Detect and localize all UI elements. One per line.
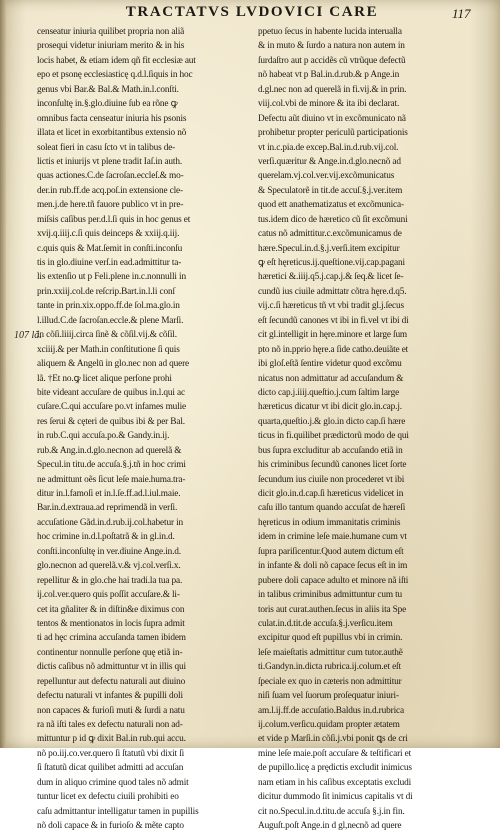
text-line: tus.idem dico de hæretico cũ ſit excõmuni (258, 214, 408, 225)
text-line: inconſultę in.§.glo.diuine ſub ea rõne ꝙ (37, 99, 178, 110)
text-line: tis in glo.diuine verſ.in ead.admittitur ta- (37, 258, 182, 268)
text-line: miſsis caſibus per.d.l.ſi quis in hoc genus et (37, 214, 191, 225)
text-line: ra nã iſti tales ex defectu naturali non ad- (37, 720, 183, 730)
text-line: dicit glo.in.d.cap.ſi hæreticus videlicet in (258, 489, 404, 499)
text-line: lictis et iniurijs vt plene tradit Iaſ.in auth. (37, 156, 183, 167)
text-line: nicatus non admittatur ad accuſandum & (258, 373, 404, 384)
text-line: ꝙ eſt hęreticus.ij.queſtione.vij.cap.pagani (258, 258, 405, 268)
text-line: Specul.in titu.de accuſa.§.j.tñ in hoc crimi (37, 460, 186, 471)
text-line: hæreticus dicatur vt ibi dicit glo.in.cap.j. (258, 402, 402, 413)
text-line: xciiij.& per Math.in conſtitutione ſi quis (37, 344, 180, 355)
text-line: ti.Gandyn.in.dicta rubrica.ij.colum.et eſt (258, 662, 401, 673)
text-line: Auguſt.poſt Ange.in d gl,necnõ ad quere (258, 821, 402, 832)
text-line: in rub.C.qui accuſa.po.& Gandy.in.ij. (37, 431, 170, 442)
text-line: ditur in.l.famoſi et in.l.ſe.ff.ad.l.iul.maie. (37, 489, 181, 499)
text-line: tuntur licet ex defectu ciuili prohibiti eo (37, 792, 179, 803)
text-line: cundũ ius ciuile admittatr cõtra hęre.d.q5. (258, 286, 407, 297)
text-line: dictis caſibus nõ admittuntur vt in illis qui (37, 662, 186, 673)
text-line: verſi.quæritur & Ange.in.d.glo.necnõ ad (258, 156, 401, 167)
right-text-column (258, 25, 466, 832)
text-line: & Speculatorẽ in tit.de accuſ.§.j.ver.item (258, 185, 403, 196)
text-line: ij.col.ver.quero quis poſſit accuſare.& li- (37, 590, 180, 601)
text-line: prohibetur propter periculũ participationis (258, 128, 408, 139)
text-line: ti ad hęc crimina accuſanda tamen ibidem (37, 633, 186, 644)
text-line: der.in rub.ff.de acq.poſ.in extensione cle- (37, 185, 183, 196)
text-line: culat.in.d.tit.de accuſa.§.j.verſicu.item (258, 618, 393, 629)
text-line: hæretici &.iiij.q5.j.cap.j.& ſeq.& licet ſe- (258, 272, 404, 283)
text-line: cet ita gñaliter & in diſtin&e diximus con (37, 604, 185, 615)
text-line: Bar.in.d.extraua.ad reprimendã in verſi. (37, 503, 178, 514)
text-line: glo.necnon ad querelã.v.& vj.col.verſi.x. (37, 561, 181, 572)
text-line: tentos & mentionatos in locis ſupra admit (37, 618, 185, 629)
text-line: his criminibus ſecundũ canones licet ſorte (258, 460, 407, 471)
page-binding-edge (0, 0, 6, 748)
text-line: nõ po.iij.co.ver.quero ſi ſtatutũ vbi dixit ſi (37, 748, 184, 759)
text-line: lis extenſio ut p Feli.plene in.c.nonnulli in (37, 272, 186, 283)
text-line: mine leſe maie.poſt accuſare & teſtificari et (258, 748, 412, 759)
text-line: cit no.Specul.in.d.titu.de accuſa §.j.in fin. (258, 806, 405, 817)
text-line: ſpeciale ex quo in cæteris non admittitur (258, 676, 402, 687)
text-line: illata et licet in exorbitantibus extensio nõ (37, 128, 187, 139)
text-line: bite videant accuſare de quibus in.l.qui ac (37, 387, 185, 398)
text-line: dicitur dummodo ſit inimicus capitalis vt di (258, 792, 413, 803)
text-line: genus vbi Bar.& Bal.& Math.in.l.conſti. (37, 84, 179, 95)
left-text-column (37, 25, 245, 832)
text-line: ſi ſtatutũ dicat quilibet admitti ad accuſan (37, 763, 184, 774)
text-line: mittuntur p id ꝙ dixit Bal.in rub.qui accu. (37, 734, 186, 745)
text-line: ſecundum ius ciuile non procederet vt ibi (258, 474, 405, 485)
running-title: TRACTATVS LVDOVICI CARE (125, 4, 379, 20)
text-line: am.l.ij.ff.de accuſatio.Baldus in.d.rubrica (258, 705, 404, 716)
text-line: c.quis quis & Mat.ſemit in conſti.inconſu (37, 243, 183, 254)
text-line: d.gl.nec non ad querelã in fi.vij.& in prin. (258, 84, 407, 95)
text-line: epo et psonę ecclesiasticę q.d.l.ſiquis in hoc (37, 70, 193, 81)
text-line: hęreticus in odium immanitatis criminis (258, 517, 401, 528)
text-line: accuſatione Gãd.in.d.rub.ij.col.habetur in (37, 517, 184, 528)
text-line: toris aut curat.authen.ſecus in aliis ita Spe (258, 604, 407, 615)
text-line: lã. †Et no.ꝙ licet alique perſone prohi (37, 373, 172, 384)
margin-marker: 107 lã. (14, 330, 42, 341)
text-line: hære.Specul.in.d.§.j.verſi.item excipitur (258, 243, 400, 254)
text-line: dum in aliquo crimine quod tales nõ admit (37, 777, 189, 788)
text-line: soleat fieri in casu ſcto vt in talibus de- (37, 142, 176, 153)
text-line: continentur nonnulle perſone quę etiã in- (37, 647, 183, 658)
text-line: in talibus criminibus admittuntur cum tu (258, 590, 403, 601)
text-line: ij.colum.verſicu.quidam propter ætatem (258, 720, 400, 730)
text-line: pto nõ in.pprio hęre.a ſide catho.deuiãte et (258, 344, 409, 355)
text-line: caſu admittantur intelligatur tamen in pupillis (37, 806, 199, 817)
text-line: nõ habeat vt p Bal.in.d.rub.& p Ange.in (258, 70, 400, 81)
text-line: idem in crimine leſe maie.humane cum vt (258, 532, 407, 543)
text-line: non capaces & furioſi muti & ſurdi a natu (37, 705, 185, 716)
text-line: nam etiam in his caſibus exceptatis excludi (258, 777, 412, 788)
text-line: eſt ſecundũ canones vt ibi in fi.vel vt ibi di (258, 315, 409, 326)
text-line: & in muto & ſurdo a natura non autem in (258, 41, 405, 52)
text-line: quod ett anathematizatus et excõmunica- (258, 200, 404, 211)
text-line: repellitur & in glo.che hai tradi.la tua pa. (37, 575, 183, 586)
text-line: cuſare.C.qui accuſare po.vt infames mulie (37, 402, 186, 413)
text-line: xvij.q.iiij.c.ſi quis deinceps & xxiij.q.iij. (37, 229, 180, 240)
text-line: repelluntur aut defectu naturali aut diuino (37, 676, 186, 687)
text-line: ticus in fi.quilibet prædictorũ modo de qui (258, 431, 409, 442)
text-line: prosequi videtur iniuriam merito & in his (37, 41, 185, 52)
text-line: ibi gloſ.eſtã ſentire videtur quod excõmu (258, 359, 402, 370)
text-line: nõ doli capace & in furioſo & mẽte capto (37, 821, 184, 832)
text-line: in cõſi.liiij.circa ſinẽ & cõſil.vij.& cõſil. (37, 330, 177, 341)
text-line: vij.c.ſi hæreticus tñ vt vbi tradit gl.j.ſecus (258, 301, 404, 312)
text-line: locis habet, & etiam idem qñ fit ecclesiæ aut (37, 55, 196, 66)
text-line: caſu illo tantum quando accuſat de hæreſi (258, 503, 406, 514)
text-line: in infante & doli nõ capace ſecus eſt in im (258, 561, 408, 572)
text-line: ſupra pariſicentur.Quod autem dictum eſt (258, 546, 404, 557)
text-line: vt in.c.pia.de excep.Bal.in.d.rub.vij.col. (258, 142, 399, 153)
text-line: et vide p Marſi.in cõſi.j.vbi ponit ꝗs de cri (258, 734, 408, 745)
text-line: conſti.inconſultę in ver.diuine Ange.in.d. (37, 546, 181, 557)
text-line: querelam.vj.col.ver.vij.excõmunicatus (258, 171, 395, 182)
folio-number: 117 (452, 6, 471, 21)
text-line: ſurdaſtro aut p accidẽs cũ vtrũque defectũ (258, 55, 406, 66)
text-line: cit gl.intelligit in hęre.minore et large ſum (258, 330, 408, 341)
text-line: pubere doli capace adulto et minore nã iſti (258, 575, 409, 586)
text-line: quarta,queſtio.j.& glo.in dicto cap.ſi hære (258, 416, 406, 427)
text-line: catus nõ admittitur.c.excõmunicamus de (258, 229, 402, 240)
text-line: censeatur iniuria quilibet propria non aliã (37, 27, 185, 37)
text-line: Defectu aũt diuino vt in excõmunicato nã (258, 113, 406, 124)
text-line: defectu naturali vt infantes & pupilli doli (37, 691, 183, 702)
text-line: excipitur quod eſt pupillus vbi in crimin. (258, 633, 403, 644)
text-line: bus ſupra excluditur ab accuſando etiã in (258, 445, 403, 456)
text-line: rub.& Ang.in.d.glo.necnon ad querelã & (37, 445, 182, 456)
text-line: hoc crimine in.d.l.poſtatrã & in gl.in.d. (37, 532, 175, 543)
text-line: leſe maieſtatis admittitur cum tutor.authẽ (258, 647, 403, 658)
text-line: niſi ſuam vel ſuorum proſequatur iniuri- (258, 691, 399, 702)
text-line: ppetuo ſecus in habente lucida interualla (258, 27, 402, 37)
text-line: aliquem & Angelū in glo.nec non ad quere (37, 359, 190, 370)
text-line: dicto cap.j.iiij.queſtio.j.cum ſaltim large (258, 387, 400, 398)
text-line: men.j.de here.tñ fauore publico vt in pre- (37, 200, 184, 211)
text-line: prin.xxiij.col.de reſcrip.Bart.in.l.li conſ (37, 286, 175, 297)
text-line: res ſerui & cęteri de quibus ibi & per Bal. (37, 416, 185, 427)
text-line: l.illud.C.de ſacroſan.eccle.& plene Marſi. (37, 315, 184, 326)
text-line: tante in prin.xix.oppo.ff.de ſol.ma.glo.in (37, 301, 180, 312)
text-line: ne admittunt oẽs ſicut leſe maie.huma.tra- (37, 474, 186, 485)
text-line: quas actiones.C.de ſacroſan.eccleſ.& mo- (37, 171, 184, 182)
text-line: viij.col.vbi de minore & ita ibi declarat. (258, 99, 400, 110)
text-line: de pupillo.licę a prędictis excludit inimicus (258, 763, 412, 774)
text-line: omnibus facta censeatur iniuria his psonis (37, 113, 187, 124)
